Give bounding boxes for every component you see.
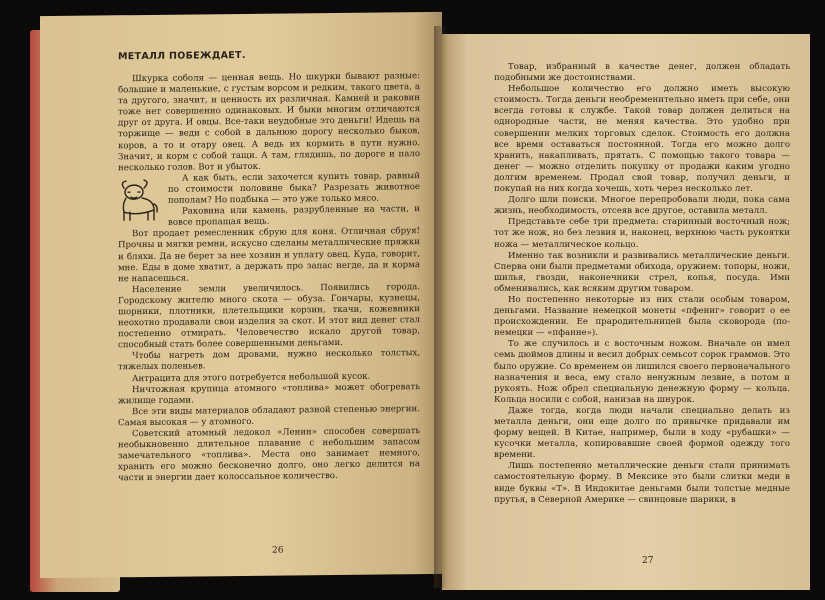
paragraph: Шкурка соболя — ценная вещь. Но шкурки бывают разные: большие и маленькие, с густым ворсом и редким, такого цвета, а та другого, значит, и ценность их различная. Камней и раковин тоже нет совершенно одинаковых. И быки многим отличаются друг от друга. И овцы. Все-таки неудобные это деньги! Идешь на торжище — веди с собой в дальнюю дорогу несколько быков, коров, а то и отару овец. А ведь их кормить в пути нужно. Значит, и корм с собой тащи. А там, глядишь, по дороге и пало несколько голов. Вот и убыток.: [118, 71, 420, 174]
paragraph: Долго шли поиски. Многое перепробовали люди, пока сама жизнь, необходимость, отсеяв все другое, оставила металл.: [494, 195, 790, 217]
paragraph: Чтобы нагреть дом дровами, нужно несколько толстых, тяжелых поленьев.: [118, 348, 420, 373]
paragraph: Вот продает ремесленник сбрую для коня. Отличная сбруя! Прочны и мягки ремни, искусно сделаны металлические пряжки и бляхи. Да не берет за нее хозяин и уплату овец. Куда, говорит, мне. Еды в доме хватит, а держать про запас негде, да и корма не напасешься.: [118, 226, 420, 284]
paragraph: Даже тогда, когда люди начали специально делать из металла деньги, они еще долго по привычке придавали им форму вещей. В Китае, например, были в ходу «рубашки» — кусочки металла, копировавшие своей формой одежду того времени.: [494, 405, 790, 461]
paragraph: Население земли увеличилось. Появились города. Городскому жителю много скота — обуза. Гончары, кузнецы, шорники, плотники, плетельщики корзин, ткачи, кожевники неохотно продавали свои изделия за скот. И этот вид денег стал постепенно отмирать. Человечество искало другой товар, способный стать более совершенными деньгами.: [118, 281, 420, 351]
chapter-header: МЕТАЛЛ ПОБЕЖДАЕТ.: [118, 49, 246, 63]
paragraph: Именно так возникли и развивались металлические деньги. Сперва они были предметами обихода, оружием: топоры, ножи, шилья, гвозди, наконечники стрел, копья, посуда. Ими обменивались, как всяким другим товаром.: [494, 250, 790, 294]
paragraph: Советский атомный ледокол «Ленин» способен совершать необыкновенно длительное плавание с небольшим запасом замечательного «топлива». Места оно занимает немного, хранить его можно бесконечно долго, оно легко делится на части и энергии дает колоссальное количество.: [118, 426, 420, 484]
bull-icon: [114, 176, 162, 225]
paragraph: А как быть, если захочется купить товар, равный по стоимости половине быка? Разрезать животное пополам? Но подбыка — это уже только мясо.: [168, 170, 420, 206]
page-number-right: 27: [642, 556, 654, 566]
paragraph: Небольшое количество его должно иметь высокую стоимость. Тогда деньги необременительно иметь при себе, они всегда готовы к службе. Такой товар должен делиться на однородные части, не меняя качества. Это удобно при совершении мелких торговых сделок. Стоимость его должна все время оставаться постоянной. Тогда его можно долго хранить, накапливать, прятать. С помощью такого товара — денег — можно отделить покупку от продажи каким угодно долгим временем. Продал свой товар, получил деньги, и покупай на них когда хочешь, хоть через несколько лет.: [494, 84, 790, 195]
paragraph: Представьте себе три предмета: старинный восточный нож; тот же нож, но без лезвия и, наконец, верхнюю часть рукоятки ножа — металлическое кольцо.: [494, 217, 790, 250]
open-book: [30, 14, 814, 592]
left-page: [40, 12, 442, 578]
paragraph: Все эти виды материалов обладают разной степенью энергии. Самая высокая — у атомного.: [118, 403, 420, 429]
paragraph: Раковина или камень, разрубленные на части, и вовсе пропащая вещь.: [168, 204, 420, 228]
page-number-left: 26: [272, 545, 284, 556]
paragraph: Но постепенно некоторые из них стали особым товаром, деньгами. Название немецкой монеты «пфениг» говорит о ее происхождении. Ее прародительницей была сковорода (по-немецки — «пфанне»).: [494, 294, 790, 339]
paragraph: Антрацита для этого потребуется небольшой кусок.: [132, 371, 371, 384]
paragraph: Ничтожная крупица атомного «топлива» может обогревать жилище годами.: [118, 381, 420, 407]
paragraph: Лишь постепенно металлические деньги стали принимать самостоятельную форму. В Мексике это были слитки меди в виде буквы «Т». В Индокитае деньгами были толстые медные прутья, в Северной Америке — свинцовые шарики, в: [494, 461, 790, 505]
book-spine: [434, 26, 448, 588]
right-page: [442, 34, 810, 590]
paragraph: То же случилось и с восточным ножом. Вначале он имел семь дюймов длины и весил добрых семьсот сорок граммов. Это было оружие. Со временем он лишился своего первоначального назначения и веса, ему стало ненужным лезвие, а потом и рукоять. Нож обрел специальную денежную форму — кольца. Кольца носили с собой, нанизав на шнурок.: [494, 339, 790, 405]
paragraph: Товар, избранный в качестве денег, должен обладать подобными же достоинствами.: [494, 62, 790, 84]
